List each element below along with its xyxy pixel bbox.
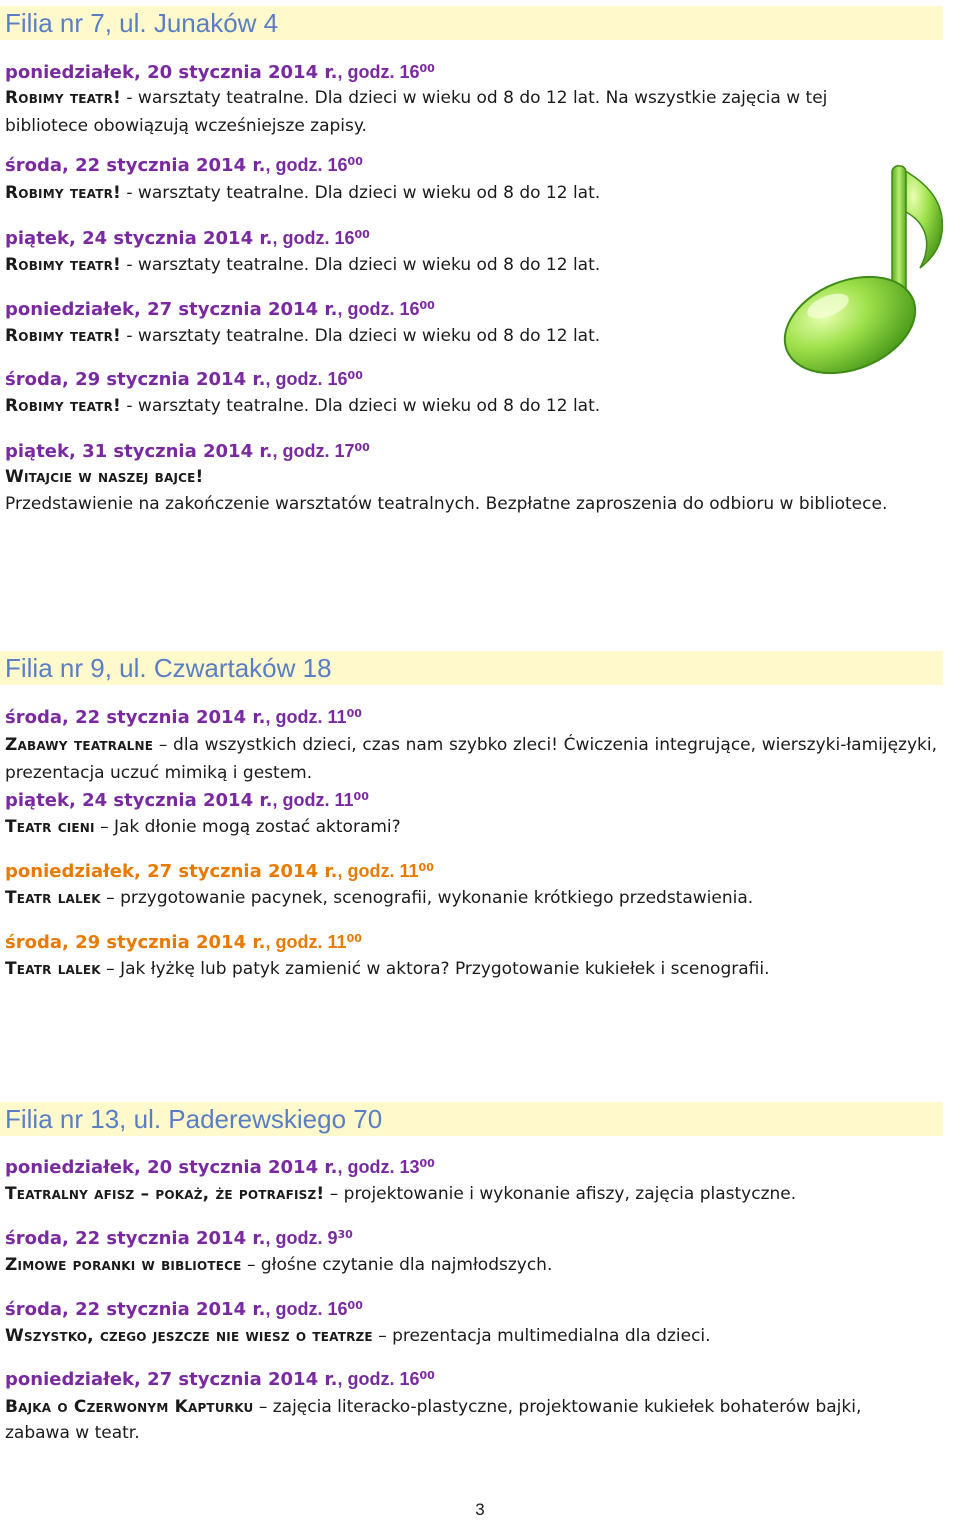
event-description: Robimy teatr! - warsztaty teatralne. Dla dzieci w wieku od 8 do 12 lat. — [5, 326, 601, 346]
section-heading-filia-9: Filia nr 9, ul. Czwartaków 18 — [0, 651, 943, 685]
event-description: Robimy teatr! - warsztaty teatralne. Dla dzieci w wieku od 8 do 12 lat. — [5, 183, 601, 203]
event-date: piątek, 24 stycznia 2014 r., godz. $16^{00}$ — [5, 228, 370, 249]
event-description: Teatr lalek – przygotowanie pacynek, scenografii, wykonanie krótkiego przedstawienia. — [5, 888, 754, 908]
event-description: Teatr cieni – Jak dłonie mogą zostać aktorami? — [5, 817, 401, 837]
event-description: Przedstawienie na zakończenie warsztatów teatralnych. Bezpłatne zaproszenia do odbioru w bibliotece. — [5, 494, 888, 514]
event-date: piątek, 24 stycznia 2014 r., godz. $11^{00}$ — [5, 790, 369, 811]
event-date: poniedziałek, 27 stycznia 2014 r., godz. $16^{00}$ — [5, 1369, 435, 1390]
event-description: Robimy teatr! - warsztaty teatralne. Dla dzieci w wieku od 8 do 12 lat. — [5, 255, 601, 275]
event-date: środa, 29 stycznia 2014 r., godz. $11^{00}$ — [5, 932, 362, 953]
event-description: Zimowe poranki w bibliotece – głośne czytanie dla najmłodszych. — [5, 1255, 553, 1275]
music-note-icon — [770, 160, 950, 380]
event-date: piątek, 31 stycznia 2014 r., godz. $17^{00}$ — [5, 441, 370, 462]
event-date: środa, 22 stycznia 2014 r., godz. $16^{00}$ — [5, 1299, 363, 1320]
event-date: środa, 22 stycznia 2014 r., godz. $9^{30}$ — [5, 1228, 353, 1249]
event-date: poniedziałek, 20 stycznia 2014 r., godz. $16^{00}$ — [5, 62, 435, 83]
event-description: Robimy teatr! - warsztaty teatralne. Dla dzieci w wieku od 8 do 12 lat. — [5, 396, 601, 416]
event-description: Wszystko, czego jeszcze nie wiesz o teatrze – prezentacja multimedialna dla dzieci. — [5, 1326, 711, 1346]
event-date: środa, 22 stycznia 2014 r., godz. $11^{00}$ — [5, 707, 362, 728]
event-description: Teatr lalek – Jak łyżkę lub patyk zamienić w aktora? Przygotowanie kukiełek i scenografii. — [5, 959, 770, 979]
event-description: Robimy teatr! - warsztaty teatralne. Dla dzieci w wieku od 8 do 12 lat. Na wszystkie zajęcia w tej bibliotece obowiązują wcześniejsze zapisy. — [5, 88, 828, 136]
event-description: Teatralny afisz – pokaż, że potrafisz! – projektowanie i wykonanie afiszy, zajęcia plastyczne. — [5, 1184, 797, 1204]
event-date: poniedziałek, 27 stycznia 2014 r., godz. $11^{00}$ — [5, 861, 434, 882]
event-title: Witajcie w naszej bajce! — [5, 467, 204, 487]
page-number: 3 — [475, 1500, 485, 1519]
event-date: środa, 29 stycznia 2014 r., godz. $16^{00}$ — [5, 369, 363, 390]
event-date: środa, 22 stycznia 2014 r., godz. $16^{00}$ — [5, 155, 363, 176]
event-description: Bajka o Czerwonym Kapturku – zajęcia literacko-plastyczne, projektowanie kukiełek bohaterów bajki, zabawa w teatr. — [5, 1397, 862, 1443]
event-date: poniedziałek, 20 stycznia 2014 r., godz. $13^{00}$ — [5, 1157, 435, 1178]
event-date: poniedziałek, 27 stycznia 2014 r., godz. $16^{00}$ — [5, 299, 435, 320]
section-heading-filia-7: Filia nr 7, ul. Junaków 4 — [0, 6, 943, 40]
event-description: Zabawy teatralne – dla wszystkich dzieci, czas nam szybko zleci! Ćwiczenia integrujące, wierszyki-łamijęzyki, prezentacja uczuć mimiką i gestem. — [5, 735, 938, 783]
section-heading-filia-13: Filia nr 13, ul. Paderewskiego 70 — [0, 1102, 943, 1136]
